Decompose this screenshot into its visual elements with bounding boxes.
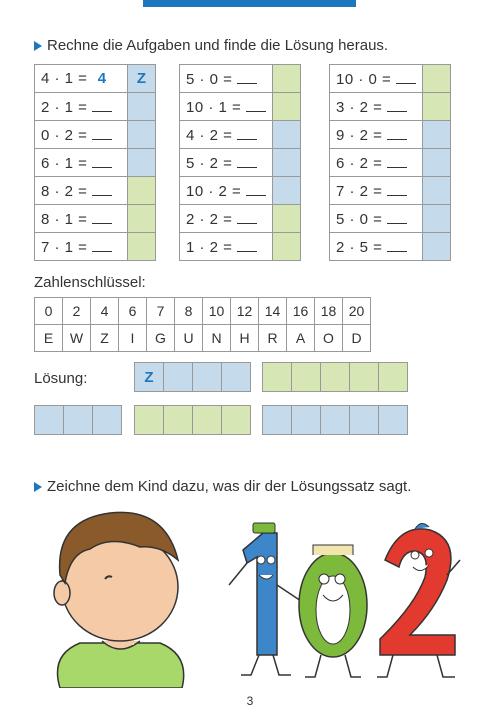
solution-word-4 — [134, 405, 251, 435]
exercise-row — [180, 93, 301, 121]
letter-box[interactable] — [273, 177, 301, 205]
expression-text: 7 · 1 = — [41, 238, 88, 256]
expression-text: 4 · 2 = — [186, 126, 233, 144]
key-number-cell: 20 — [343, 298, 371, 325]
answer-blank[interactable] — [387, 154, 407, 168]
header-bar — [143, 0, 356, 7]
answer-blank[interactable] — [387, 126, 407, 140]
key-number-cell: 6 — [119, 298, 147, 325]
solution-word-1 — [134, 362, 251, 392]
letter-box[interactable] — [423, 121, 451, 149]
exercise-row — [35, 205, 156, 233]
answer-blank[interactable] — [396, 70, 416, 84]
exercise-row — [35, 233, 156, 261]
letter-box[interactable] — [128, 121, 156, 149]
exercise-row — [35, 65, 156, 93]
letter-box[interactable] — [128, 149, 156, 177]
page-number: 3 — [246, 694, 254, 708]
expression-text: 8 · 2 = — [41, 182, 88, 200]
expression-text: 9 · 2 = — [336, 126, 383, 144]
exercise-table-1 — [34, 64, 156, 261]
solution-letter-box[interactable] — [321, 406, 350, 434]
key-number-cell: 10 — [203, 298, 231, 325]
solution-letter-box[interactable]: Z — [135, 363, 164, 391]
expression-text: 5 · 0 = — [186, 70, 233, 88]
exercise-expression — [35, 149, 128, 177]
solution-label: Lösung: — [34, 370, 88, 387]
expression-text: 10 · 1 = — [186, 98, 242, 116]
exercise-expression — [330, 65, 423, 93]
key-letter-cell: G — [147, 325, 175, 352]
exercise-expression — [35, 205, 128, 233]
letter-box[interactable] — [423, 177, 451, 205]
instruction-1 — [34, 37, 388, 54]
exercise-expression — [330, 233, 423, 261]
key-letter-row — [35, 325, 371, 352]
answer-blank[interactable] — [237, 154, 257, 168]
expression-text: 7 · 2 = — [336, 182, 383, 200]
letter-box[interactable] — [423, 205, 451, 233]
key-letter-cell: I — [119, 325, 147, 352]
solution-letter-box[interactable] — [379, 406, 407, 434]
exercise-table-2 — [179, 64, 301, 261]
key-letter-cell: D — [343, 325, 371, 352]
exercise-expression — [180, 149, 273, 177]
key-letter-cell: Z — [91, 325, 119, 352]
solution-letter-box[interactable] — [222, 363, 250, 391]
answer-blank[interactable] — [237, 70, 257, 84]
solution-letter-box[interactable] — [193, 406, 222, 434]
answer-blank[interactable] — [387, 210, 407, 224]
exercise-row — [35, 93, 156, 121]
solution-letter-box[interactable] — [64, 406, 93, 434]
solution-letter-box[interactable] — [292, 406, 321, 434]
key-number-cell: 14 — [259, 298, 287, 325]
letter-box[interactable] — [423, 93, 451, 121]
key-letter-cell: R — [259, 325, 287, 352]
exercise-expression — [330, 205, 423, 233]
exercise-expression — [330, 177, 423, 205]
instruction-2 — [34, 478, 411, 495]
key-letter-cell: H — [231, 325, 259, 352]
triangle-bullet-icon — [34, 41, 42, 51]
key-number-cell: 8 — [175, 298, 203, 325]
answer-blank[interactable] — [387, 182, 407, 196]
answer-blank[interactable] — [387, 98, 407, 112]
key-number-cell: 16 — [287, 298, 315, 325]
expression-text: 10 · 2 = — [186, 182, 242, 200]
expression-text: 5 · 2 = — [186, 154, 233, 172]
solution-letter-box[interactable] — [193, 363, 222, 391]
exercise-expression — [330, 93, 423, 121]
exercise-row — [180, 121, 301, 149]
exercise-expression — [180, 233, 273, 261]
solution-letter-box[interactable] — [222, 406, 250, 434]
number-key-table — [34, 297, 371, 352]
answer-blank[interactable] — [246, 182, 266, 196]
solution-letter-box[interactable] — [164, 363, 193, 391]
letter-box[interactable] — [273, 233, 301, 261]
letter-box[interactable] — [128, 233, 156, 261]
expression-text: 2 · 1 = — [41, 98, 88, 116]
key-number-cell: 0 — [35, 298, 63, 325]
number-characters-illustration — [215, 515, 465, 690]
exercise-row — [180, 65, 301, 93]
solution-word-5 — [262, 405, 408, 435]
answer-blank[interactable] — [92, 210, 112, 224]
key-title: Zahlenschlüssel: — [34, 274, 146, 291]
exercise-expression — [35, 121, 128, 149]
answer-blank[interactable] — [92, 154, 112, 168]
key-letter-cell: N — [203, 325, 231, 352]
solution-letter-box[interactable] — [350, 406, 379, 434]
solution-letter-box[interactable] — [263, 406, 292, 434]
letter-box[interactable] — [423, 149, 451, 177]
letter-box[interactable] — [273, 205, 301, 233]
solution-word-2 — [262, 362, 408, 392]
exercise-table-3 — [329, 64, 451, 261]
solution-letter-box[interactable] — [321, 363, 350, 391]
expression-text: 10 · 0 = — [336, 70, 392, 88]
exercise-expression — [35, 233, 128, 261]
exercise-expression — [180, 177, 273, 205]
exercise-expression — [180, 93, 273, 121]
exercise-row — [180, 205, 301, 233]
key-number-cell: 4 — [91, 298, 119, 325]
exercise-expression — [180, 121, 273, 149]
triangle-bullet-icon — [34, 482, 42, 492]
exercise-expression — [35, 93, 128, 121]
exercise-expression — [330, 121, 423, 149]
exercise-expression — [180, 65, 273, 93]
letter-box[interactable] — [423, 233, 451, 261]
solution-letter-box[interactable] — [135, 406, 164, 434]
exercise-row — [330, 205, 451, 233]
answer-blank[interactable] — [92, 126, 112, 140]
letter-box[interactable]: Z — [128, 65, 156, 93]
exercise-row — [330, 149, 451, 177]
exercise-expression — [35, 177, 128, 205]
solution-letter-box[interactable] — [379, 363, 407, 391]
expression-text: 8 · 1 = — [41, 210, 88, 228]
expression-text: 5 · 0 = — [336, 210, 383, 228]
letter-box[interactable] — [273, 149, 301, 177]
answer-blank[interactable] — [237, 210, 257, 224]
boy-illustration — [40, 505, 200, 688]
key-number-cell: 7 — [147, 298, 175, 325]
expression-text: 2 · 5 = — [336, 238, 383, 256]
answer-value: 4 — [97, 70, 107, 87]
answer-blank[interactable] — [246, 98, 266, 112]
letter-box[interactable] — [273, 121, 301, 149]
key-number-cell: 18 — [315, 298, 343, 325]
letter-box[interactable] — [423, 65, 451, 93]
answer-blank[interactable] — [92, 182, 112, 196]
solution-letter-box[interactable] — [292, 363, 321, 391]
exercise-row — [330, 93, 451, 121]
key-letter-cell: E — [35, 325, 63, 352]
expression-text: 3 · 2 = — [336, 98, 383, 116]
solution-word-3 — [34, 405, 122, 435]
expression-text: 2 · 2 = — [186, 210, 233, 228]
exercise-row — [330, 121, 451, 149]
expression-text: 4 · 1 = — [41, 70, 88, 87]
solution-letter-box[interactable] — [93, 406, 121, 434]
solution-letter-box[interactable] — [164, 406, 193, 434]
letter-box[interactable] — [128, 177, 156, 205]
key-letter-cell: W — [63, 325, 91, 352]
key-number-cell: 2 — [63, 298, 91, 325]
exercise-row — [180, 177, 301, 205]
exercise-row — [180, 233, 301, 261]
key-letter-cell: U — [175, 325, 203, 352]
answer-blank[interactable] — [237, 126, 257, 140]
exercise-row — [330, 233, 451, 261]
expression-text: 0 · 2 = — [41, 126, 88, 144]
exercise-row — [180, 149, 301, 177]
exercise-expression — [180, 205, 273, 233]
answer-blank[interactable] — [92, 238, 112, 252]
key-number-row — [35, 298, 371, 325]
exercise-expression — [330, 149, 423, 177]
solution-letter-box[interactable] — [35, 406, 64, 434]
letter-box[interactable] — [273, 65, 301, 93]
key-letter-cell: O — [315, 325, 343, 352]
exercise-expression — [35, 65, 128, 93]
expression-text: 6 · 2 = — [336, 154, 383, 172]
exercise-row — [330, 65, 451, 93]
key-letter-cell: A — [287, 325, 315, 352]
letter-box[interactable] — [128, 205, 156, 233]
exercise-row — [35, 149, 156, 177]
expression-text: 6 · 1 = — [41, 154, 88, 172]
exercise-row — [35, 177, 156, 205]
solution-letter-box[interactable] — [350, 363, 379, 391]
letter-box[interactable] — [273, 93, 301, 121]
exercise-row — [330, 177, 451, 205]
instruction-1-text: Rechne die Aufgaben und finde die Lösung heraus. — [47, 37, 389, 54]
letter-box[interactable] — [128, 93, 156, 121]
answer-blank[interactable] — [387, 238, 407, 252]
exercise-row — [35, 121, 156, 149]
expression-text: 1 · 2 = — [186, 238, 233, 256]
answer-blank[interactable] — [92, 98, 112, 112]
solution-letter-box[interactable] — [263, 363, 292, 391]
instruction-2-text: Zeichne dem Kind dazu, was dir der Lösungssatz sagt. — [47, 478, 412, 495]
answer-blank[interactable] — [237, 238, 257, 252]
key-number-cell: 12 — [231, 298, 259, 325]
